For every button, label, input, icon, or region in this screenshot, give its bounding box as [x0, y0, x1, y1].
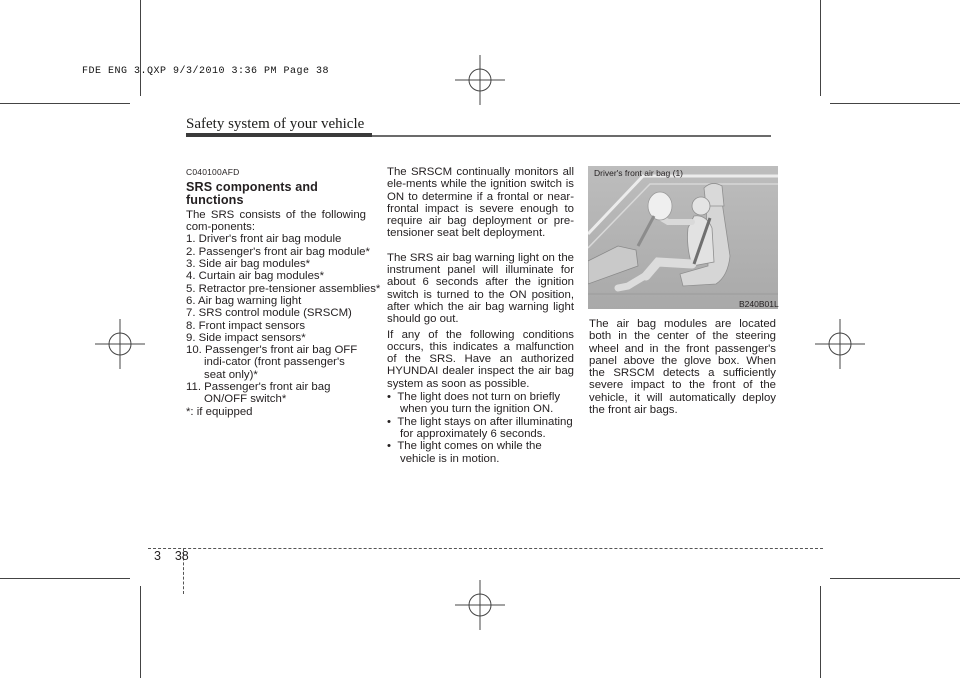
list-item: 9. Side impact sensors*: [186, 331, 306, 344]
page-number: [154, 549, 189, 563]
list-item: 10. Passenger's front air bag OFF indi-cator (front passenger's seat only)*: [186, 344, 358, 381]
driver-airbag-illustration: [588, 166, 778, 309]
header-rule-light: [372, 135, 771, 137]
crop-mark: [140, 0, 141, 96]
registration-mark-top: [450, 55, 510, 105]
footnote: *: if equipped: [186, 405, 253, 418]
crop-mark: [830, 103, 960, 104]
registration-mark-bottom: [450, 580, 510, 630]
page-number-value: 38: [174, 549, 189, 563]
list-item: 5. Retractor pre-tensioner assemblies*: [186, 282, 381, 295]
section-title: Safety system of your vehicle: [186, 116, 365, 132]
figure-code: B240B01L: [739, 299, 779, 309]
crop-mark: [820, 0, 821, 96]
crop-mark: [140, 586, 141, 678]
footer-rule: [148, 548, 823, 549]
list-item: 11. Passenger's front air bag ON/OFF switch*: [186, 381, 331, 406]
list-item: 1. Driver's front air bag module: [186, 233, 342, 246]
crop-mark: [0, 103, 130, 104]
bullet-item: • The light does not turn on briefly when you turn the ignition ON.: [387, 391, 561, 416]
airbag-figure: [588, 166, 778, 309]
crop-mark: [0, 578, 130, 579]
figure-caption: Driver's front air bag (1): [594, 168, 684, 178]
list-item: 6. Air bag warning light: [186, 294, 302, 307]
registration-mark-left: [95, 314, 145, 374]
print-slug: FDE ENG 3.QXP 9/3/2010 3:36 PM Page 38: [82, 66, 330, 77]
section-code: C040100AFD: [186, 167, 240, 177]
monitor-paragraph: The SRSCM continually monitors all ele-ments while the ignition switch is ON to determine if a frontal or near-frontal impact is severe enough to require air bag deployment or pre-tensioner seat belt deployment.: [387, 166, 574, 240]
component-list: [186, 233, 381, 418]
malfunction-paragraph: If any of the following conditions occurs, this indicates a malfunction of the SRS. Have an authorized HYUNDAI dealer inspect the air bag system as soon as possible.: [387, 328, 574, 390]
left-column: [186, 166, 381, 418]
malfunction-list: [387, 391, 574, 465]
registration-mark-right: [815, 314, 865, 374]
list-item: 8. Front impact sensors: [186, 319, 306, 332]
header-rule-dark: [186, 133, 372, 137]
intro-paragraph: The SRS consists of the following com-ponents:: [186, 208, 366, 234]
chapter-number: 3: [154, 549, 161, 563]
section-heading: SRS components and functions: [186, 180, 318, 207]
crop-mark: [830, 578, 960, 579]
list-item: 2. Passenger's front air bag module*: [186, 245, 370, 258]
crop-mark: [820, 586, 821, 678]
bullet-item: • The light comes on while the vehicle is in motion.: [387, 440, 542, 465]
warning-light-paragraph: The SRS air bag warning light on the instrument panel will illuminate for about 6 seconds after the ignition switch is turned to the ON position, after which the air bag warning light should go out.: [387, 251, 574, 326]
list-item: 4. Curtain air bag modules*: [186, 270, 325, 283]
list-item: 3. Side air bag modules*: [186, 258, 311, 271]
list-item: 7. SRS control module (SRSCM): [186, 307, 352, 320]
airbag-location-paragraph: The air bag modules are located both in the center of the steering wheel and in the front passenger's panel above the glove box. When the SRSCM detects a sufficiently severe impact to the front of the vehicle, it will automatically deploy the front air bags.: [589, 318, 776, 417]
bullet-item: • The light stays on after illuminating for approximately 6 seconds.: [387, 415, 573, 440]
middle-column: [387, 166, 574, 465]
